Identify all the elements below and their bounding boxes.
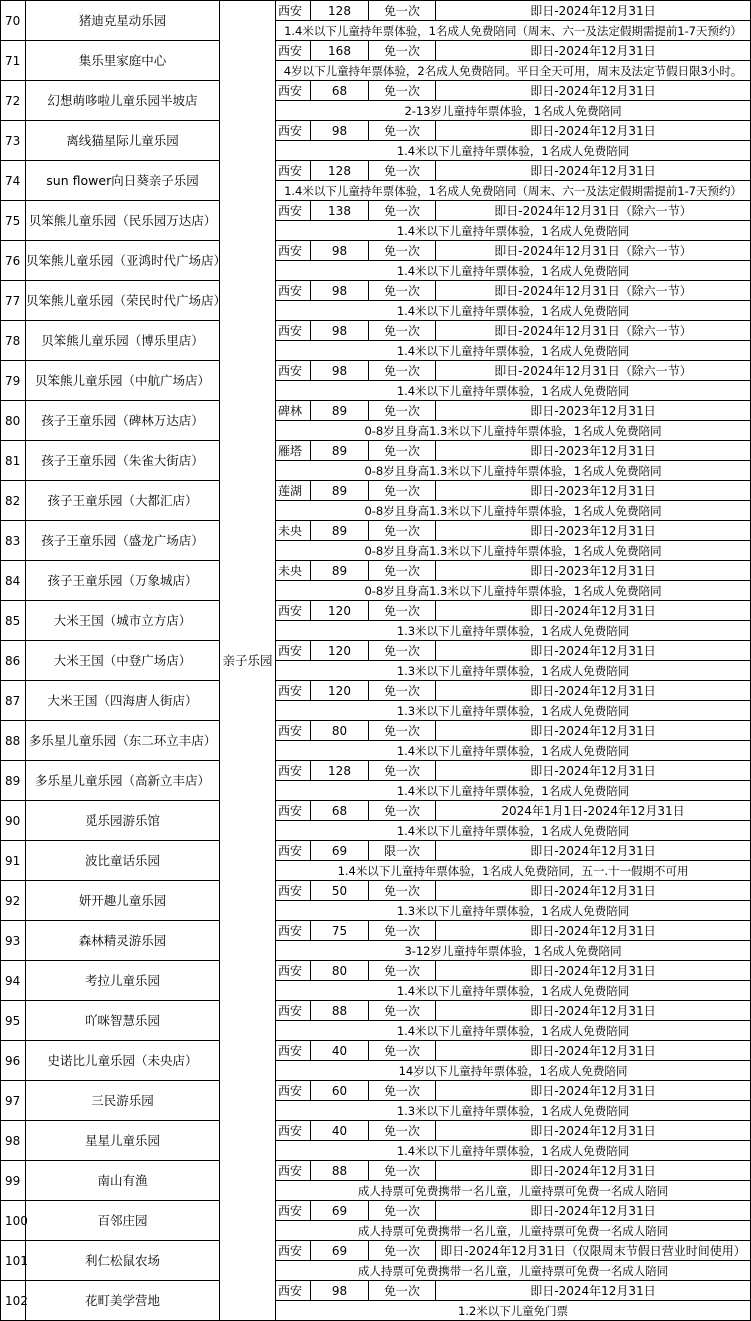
venue-row — [1, 561, 751, 581]
region-cell: 西安 — [276, 681, 311, 701]
venue-row — [1, 1, 751, 21]
usage-note-cell: 2-13岁儿童持年票体验，1名成人免费陪同 — [276, 101, 751, 121]
region-cell: 西安 — [276, 241, 311, 261]
usage-note-cell: 1.4米以下儿童持年票体验，1名成人免费陪同 — [276, 221, 751, 241]
valid-period-cell: 即日-2024年12月31日 — [436, 161, 751, 181]
venue-row — [1, 201, 751, 221]
valid-period-cell: 2024年1月1日-2024年12月31日 — [436, 801, 751, 821]
row-number: 81 — [1, 441, 26, 481]
valid-period-cell: 即日-2024年12月31日（仅限周末节假日营业时间使用） — [436, 1241, 751, 1261]
row-number: 84 — [1, 561, 26, 601]
usage-type-cell: 免一次 — [369, 1041, 436, 1061]
valid-period-cell: 即日-2024年12月31日 — [436, 1201, 751, 1221]
row-number: 70 — [1, 1, 26, 41]
price-cell: 60 — [311, 1081, 369, 1101]
region-cell: 未央 — [276, 561, 311, 581]
venue-name: 贝笨熊儿童乐园（民乐园万达店） — [26, 201, 220, 241]
venue-row — [1, 1121, 751, 1141]
usage-note-cell: 1.4米以下儿童持年票体验，1名成人免费陪同 — [276, 341, 751, 361]
row-number: 83 — [1, 521, 26, 561]
usage-note-cell: 1.4米以下儿童持年票体验，1名成人免费陪同 — [276, 1141, 751, 1161]
venue-name: 花町美学营地 — [26, 1281, 220, 1321]
valid-period-cell: 即日-2024年12月31日 — [436, 921, 751, 941]
usage-type-cell: 免一次 — [369, 721, 436, 741]
price-cell: 69 — [311, 1201, 369, 1221]
valid-period-cell: 即日-2024年12月31日 — [436, 681, 751, 701]
usage-type-cell: 免一次 — [369, 1161, 436, 1181]
usage-note-cell: 14岁以下儿童持年票体验，1名成人免费陪同 — [276, 1061, 751, 1081]
price-cell: 68 — [311, 801, 369, 821]
price-cell: 89 — [311, 441, 369, 461]
price-cell: 89 — [311, 481, 369, 501]
region-cell: 西安 — [276, 1161, 311, 1181]
valid-period-cell: 即日-2024年12月31日（除六一节） — [436, 241, 751, 261]
region-cell: 西安 — [276, 841, 311, 861]
valid-period-cell: 即日-2024年12月31日 — [436, 1041, 751, 1061]
usage-type-cell: 免一次 — [369, 161, 436, 181]
venue-name: 贝笨熊儿童乐园（亚鸿时代广场店） — [26, 241, 220, 281]
region-cell: 西安 — [276, 1001, 311, 1021]
row-number: 76 — [1, 241, 26, 281]
usage-type-cell: 免一次 — [369, 1241, 436, 1261]
row-number: 80 — [1, 401, 26, 441]
usage-note-cell: 1.3米以下儿童持年票体验，1名成人免费陪同 — [276, 621, 751, 641]
usage-note-cell: 1.4米以下儿童持年票体验，1名成人免费陪同（周末、六一及法定假期需提前1-7天预约） — [276, 21, 751, 41]
venue-name: 波比童话乐园 — [26, 841, 220, 881]
usage-note-cell: 1.3米以下儿童持年票体验，1名成人免费陪同 — [276, 701, 751, 721]
valid-period-cell: 即日-2024年12月31日 — [436, 641, 751, 661]
row-number: 77 — [1, 281, 26, 321]
region-cell: 西安 — [276, 721, 311, 741]
valid-period-cell: 即日-2024年12月31日 — [436, 721, 751, 741]
venue-row — [1, 801, 751, 821]
venue-row — [1, 81, 751, 101]
valid-period-cell: 即日-2024年12月31日（除六一节） — [436, 361, 751, 381]
usage-type-cell: 免一次 — [369, 441, 436, 461]
venue-row — [1, 1281, 751, 1301]
row-number: 86 — [1, 641, 26, 681]
venue-row — [1, 761, 751, 781]
valid-period-cell: 即日-2024年12月31日 — [436, 1001, 751, 1021]
usage-type-cell: 免一次 — [369, 641, 436, 661]
price-cell: 98 — [311, 1281, 369, 1301]
category-cell: 亲子乐园 — [220, 1, 276, 1321]
price-cell: 120 — [311, 601, 369, 621]
row-number: 78 — [1, 321, 26, 361]
usage-type-cell: 免一次 — [369, 561, 436, 581]
price-cell: 128 — [311, 761, 369, 781]
region-cell: 未央 — [276, 521, 311, 541]
usage-type-cell: 免一次 — [369, 521, 436, 541]
row-number: 99 — [1, 1161, 26, 1201]
region-cell: 西安 — [276, 1281, 311, 1301]
row-number: 100 — [1, 1201, 26, 1241]
venue-name: 孩子王童乐园（万象城店） — [26, 561, 220, 601]
row-number: 88 — [1, 721, 26, 761]
price-cell: 50 — [311, 881, 369, 901]
usage-type-cell: 免一次 — [369, 1201, 436, 1221]
venue-row — [1, 1161, 751, 1181]
venue-name: 星星儿童乐园 — [26, 1121, 220, 1161]
usage-note-cell: 1.2米以下儿童免门票 — [276, 1301, 751, 1321]
venue-row — [1, 121, 751, 141]
valid-period-cell: 即日-2024年12月31日 — [436, 881, 751, 901]
venue-name: 幻想萌哆啦儿童乐园半坡店 — [26, 81, 220, 121]
row-number: 96 — [1, 1041, 26, 1081]
usage-note-cell: 0-8岁且身高1.3米以下儿童持年票体验，1名成人免费陪同 — [276, 581, 751, 601]
venue-row — [1, 321, 751, 341]
usage-note-cell: 1.4米以下儿童持年票体验，1名成人免费陪同 — [276, 981, 751, 1001]
usage-type-cell: 免一次 — [369, 921, 436, 941]
price-cell: 89 — [311, 521, 369, 541]
row-number: 82 — [1, 481, 26, 521]
usage-note-cell: 1.4米以下儿童持年票体验，1名成人免费陪同 — [276, 781, 751, 801]
valid-period-cell: 即日-2024年12月31日 — [436, 961, 751, 981]
usage-type-cell: 免一次 — [369, 41, 436, 61]
venue-row — [1, 1041, 751, 1061]
valid-period-cell: 即日-2023年12月31日 — [436, 441, 751, 461]
price-cell: 88 — [311, 1001, 369, 1021]
row-number: 90 — [1, 801, 26, 841]
valid-period-cell: 即日-2024年12月31日 — [436, 1081, 751, 1101]
region-cell: 莲湖 — [276, 481, 311, 501]
venue-name: 多乐星儿童乐园（东二环立丰店） — [26, 721, 220, 761]
valid-period-cell: 即日-2024年12月31日 — [436, 1121, 751, 1141]
usage-type-cell: 免一次 — [369, 801, 436, 821]
region-cell: 西安 — [276, 881, 311, 901]
price-cell: 89 — [311, 561, 369, 581]
usage-note-cell: 1.3米以下儿童持年票体验，1名成人免费陪同 — [276, 1101, 751, 1121]
venue-rows — [1, 1, 751, 1321]
venue-row — [1, 441, 751, 461]
row-number: 72 — [1, 81, 26, 121]
venue-row — [1, 601, 751, 621]
price-cell: 80 — [311, 961, 369, 981]
usage-note-cell: 1.4米以下儿童持年票体验，1名成人免费陪同 — [276, 141, 751, 161]
row-number: 98 — [1, 1121, 26, 1161]
usage-note-cell: 1.3米以下儿童持年票体验，1名成人免费陪同 — [276, 661, 751, 681]
usage-type-cell: 免一次 — [369, 961, 436, 981]
usage-type-cell: 免一次 — [369, 321, 436, 341]
usage-type-cell: 免一次 — [369, 121, 436, 141]
venue-row — [1, 481, 751, 501]
usage-note-cell: 4岁以下儿童持年票体验，2名成人免费陪同。平日全天可用，周末及法定节假日限3小时。 — [276, 61, 751, 81]
venue-name: 多乐星儿童乐园（高新立丰店） — [26, 761, 220, 801]
usage-note-cell: 0-8岁且身高1.3米以下儿童持年票体验，1名成人免费陪同 — [276, 541, 751, 561]
usage-note-cell: 0-8岁且身高1.3米以下儿童持年票体验，1名成人免费陪同 — [276, 501, 751, 521]
venue-name: 百邻庄园 — [26, 1201, 220, 1241]
price-cell: 68 — [311, 81, 369, 101]
usage-type-cell: 免一次 — [369, 241, 436, 261]
usage-note-cell: 1.3米以下儿童持年票体验，1名成人免费陪同 — [276, 901, 751, 921]
row-number: 73 — [1, 121, 26, 161]
venue-name: 三民游乐园 — [26, 1081, 220, 1121]
usage-type-cell: 免一次 — [369, 1, 436, 21]
venue-row — [1, 721, 751, 741]
price-cell: 98 — [311, 321, 369, 341]
valid-period-cell: 即日-2024年12月31日（除六一节） — [436, 281, 751, 301]
valid-period-cell: 即日-2024年12月31日 — [436, 1, 751, 21]
row-number: 94 — [1, 961, 26, 1001]
venue-name: 孩子王童乐园（碑林万达店） — [26, 401, 220, 441]
usage-type-cell: 免一次 — [369, 1281, 436, 1301]
region-cell: 西安 — [276, 641, 311, 661]
venue-name: 猪迪克星动乐园 — [26, 1, 220, 41]
venue-row — [1, 241, 751, 261]
venue-name: 大米王国（四海唐人街店） — [26, 681, 220, 721]
venue-row — [1, 401, 751, 421]
usage-note-cell: 3-12岁儿童持年票体验，1名成人免费陪同 — [276, 941, 751, 961]
venue-name: 森林精灵游乐园 — [26, 921, 220, 961]
region-cell: 碑林 — [276, 401, 311, 421]
price-cell: 40 — [311, 1121, 369, 1141]
usage-note-cell: 1.4米以下儿童持年票体验，1名成人免费陪同 — [276, 301, 751, 321]
venue-name: 离线猫星际儿童乐园 — [26, 121, 220, 161]
usage-note-cell: 成人持票可免费携带一名儿童，儿童持票可免费一名成人陪同 — [276, 1221, 751, 1241]
price-cell: 120 — [311, 681, 369, 701]
venue-row — [1, 1001, 751, 1021]
price-cell: 69 — [311, 1241, 369, 1261]
row-number: 102 — [1, 1281, 26, 1321]
venue-row — [1, 1201, 751, 1221]
price-cell: 138 — [311, 201, 369, 221]
row-number: 95 — [1, 1001, 26, 1041]
region-cell: 西安 — [276, 321, 311, 341]
region-cell: 西安 — [276, 201, 311, 221]
price-cell: 128 — [311, 1, 369, 21]
region-cell: 西安 — [276, 801, 311, 821]
usage-type-cell: 免一次 — [369, 1081, 436, 1101]
valid-period-cell: 即日-2024年12月31日 — [436, 41, 751, 61]
venue-row — [1, 521, 751, 541]
venue-row — [1, 641, 751, 661]
usage-note-cell: 1.4米以下儿童持年票体验，1名成人免费陪同 — [276, 1021, 751, 1041]
usage-type-cell: 限一次 — [369, 841, 436, 861]
usage-type-cell: 免一次 — [369, 761, 436, 781]
venue-row — [1, 361, 751, 381]
price-cell: 128 — [311, 161, 369, 181]
venue-name: 孩子王童乐园（盛龙广场店） — [26, 521, 220, 561]
region-cell: 西安 — [276, 761, 311, 781]
usage-note-cell: 0-8岁且身高1.3米以下儿童持年票体验，1名成人免费陪同 — [276, 461, 751, 481]
price-cell: 98 — [311, 361, 369, 381]
price-cell: 168 — [311, 41, 369, 61]
venue-name: 妍开趣儿童乐园 — [26, 881, 220, 921]
row-number: 79 — [1, 361, 26, 401]
valid-period-cell: 即日-2024年12月31日 — [436, 761, 751, 781]
venue-name: 大米王国（城市立方店） — [26, 601, 220, 641]
row-number: 85 — [1, 601, 26, 641]
region-cell: 西安 — [276, 281, 311, 301]
price-cell: 88 — [311, 1161, 369, 1181]
venue-name: 贝笨熊儿童乐园（博乐里店） — [26, 321, 220, 361]
region-cell: 西安 — [276, 1, 311, 21]
usage-type-cell: 免一次 — [369, 1121, 436, 1141]
region-cell: 西安 — [276, 1081, 311, 1101]
region-cell: 西安 — [276, 121, 311, 141]
row-number: 74 — [1, 161, 26, 201]
usage-note-cell: 1.4米以下儿童持年票体验，1名成人免费陪同（周末、六一及法定假期需提前1-7天预约） — [276, 181, 751, 201]
usage-type-cell: 免一次 — [369, 81, 436, 101]
usage-type-cell: 免一次 — [369, 281, 436, 301]
row-number: 93 — [1, 921, 26, 961]
usage-type-cell: 免一次 — [369, 681, 436, 701]
venue-row — [1, 681, 751, 701]
price-cell: 89 — [311, 401, 369, 421]
row-number: 89 — [1, 761, 26, 801]
valid-period-cell: 即日-2024年12月31日（除六一节） — [436, 201, 751, 221]
region-cell: 西安 — [276, 1041, 311, 1061]
venue-row — [1, 1241, 751, 1261]
valid-period-cell: 即日-2024年12月31日 — [436, 1281, 751, 1301]
usage-type-cell: 免一次 — [369, 1001, 436, 1021]
region-cell: 西安 — [276, 601, 311, 621]
usage-type-cell: 免一次 — [369, 881, 436, 901]
usage-note-cell: 0-8岁且身高1.3米以下儿童持年票体验，1名成人免费陪同 — [276, 421, 751, 441]
usage-type-cell: 免一次 — [369, 601, 436, 621]
usage-type-cell: 免一次 — [369, 361, 436, 381]
row-number: 75 — [1, 201, 26, 241]
valid-period-cell: 即日-2024年12月31日 — [436, 1161, 751, 1181]
price-cell: 120 — [311, 641, 369, 661]
usage-note-cell: 1.4米以下儿童持年票体验，1名成人免费陪同，五一.十一假期不可用 — [276, 861, 751, 881]
valid-period-cell: 即日-2023年12月31日 — [436, 401, 751, 421]
venue-name: 大米王国（中登广场店） — [26, 641, 220, 681]
venue-name: 吖咪智慧乐园 — [26, 1001, 220, 1041]
price-cell: 75 — [311, 921, 369, 941]
venue-name: 史诺比儿童乐园（未央店） — [26, 1041, 220, 1081]
venue-name: sun flower向日葵亲子乐园 — [26, 161, 220, 201]
venue-name: 利仁松鼠农场 — [26, 1241, 220, 1281]
price-cell: 98 — [311, 281, 369, 301]
valid-period-cell: 即日-2023年12月31日 — [436, 481, 751, 501]
venue-row — [1, 881, 751, 901]
region-cell: 西安 — [276, 961, 311, 981]
venue-row — [1, 961, 751, 981]
venue-name: 贝笨熊儿童乐园（中航广场店） — [26, 361, 220, 401]
price-cell: 40 — [311, 1041, 369, 1061]
region-cell: 西安 — [276, 1201, 311, 1221]
usage-note-cell: 1.4米以下儿童持年票体验，1名成人免费陪同 — [276, 741, 751, 761]
venue-name: 南山有渔 — [26, 1161, 220, 1201]
valid-period-cell: 即日-2024年12月31日（除六一节） — [436, 321, 751, 341]
usage-note-cell: 成人持票可免费携带一名儿童，儿童持票可免费一名成人陪同 — [276, 1261, 751, 1281]
venue-row — [1, 41, 751, 61]
venue-name: 孩子王童乐园（朱雀大街店） — [26, 441, 220, 481]
venue-row — [1, 161, 751, 181]
valid-period-cell: 即日-2023年12月31日 — [436, 561, 751, 581]
region-cell: 西安 — [276, 1121, 311, 1141]
region-cell: 西安 — [276, 361, 311, 381]
valid-period-cell: 即日-2024年12月31日 — [436, 601, 751, 621]
region-cell: 雁塔 — [276, 441, 311, 461]
region-cell: 西安 — [276, 921, 311, 941]
usage-note-cell: 成人持票可免费携带一名儿童，儿童持票可免费一名成人陪同 — [276, 1181, 751, 1201]
venue-row — [1, 1081, 751, 1101]
venue-name: 集乐里家庭中心 — [26, 41, 220, 81]
usage-type-cell: 免一次 — [369, 201, 436, 221]
row-number: 92 — [1, 881, 26, 921]
usage-type-cell: 免一次 — [369, 401, 436, 421]
row-number: 101 — [1, 1241, 26, 1281]
row-number: 71 — [1, 41, 26, 81]
row-number: 87 — [1, 681, 26, 721]
row-number: 97 — [1, 1081, 26, 1121]
row-number: 91 — [1, 841, 26, 881]
venue-name: 孩子王童乐园（大都汇店） — [26, 481, 220, 521]
valid-period-cell: 即日-2024年12月31日 — [436, 81, 751, 101]
price-cell: 98 — [311, 241, 369, 261]
valid-period-cell: 即日-2024年12月31日 — [436, 841, 751, 861]
region-cell: 西安 — [276, 161, 311, 181]
price-cell: 69 — [311, 841, 369, 861]
region-cell: 西安 — [276, 41, 311, 61]
venue-name: 考拉儿童乐园 — [26, 961, 220, 1001]
usage-note-cell: 1.4米以下儿童持年票体验，1名成人免费陪同 — [276, 381, 751, 401]
valid-period-cell: 即日-2024年12月31日 — [436, 121, 751, 141]
valid-period-cell: 即日-2023年12月31日 — [436, 521, 751, 541]
price-cell: 98 — [311, 121, 369, 141]
venue-name: 贝笨熊儿童乐园（荣民时代广场店） — [26, 281, 220, 321]
venue-name: 觅乐园游乐馆 — [26, 801, 220, 841]
usage-note-cell: 1.4米以下儿童持年票体验，1名成人免费陪同 — [276, 821, 751, 841]
venue-row — [1, 921, 751, 941]
venue-row — [1, 281, 751, 301]
usage-note-cell: 1.4米以下儿童持年票体验，1名成人免费陪同 — [276, 261, 751, 281]
usage-type-cell: 免一次 — [369, 481, 436, 501]
venue-row — [1, 841, 751, 861]
price-cell: 80 — [311, 721, 369, 741]
region-cell: 西安 — [276, 81, 311, 101]
region-cell: 西安 — [276, 1241, 311, 1261]
